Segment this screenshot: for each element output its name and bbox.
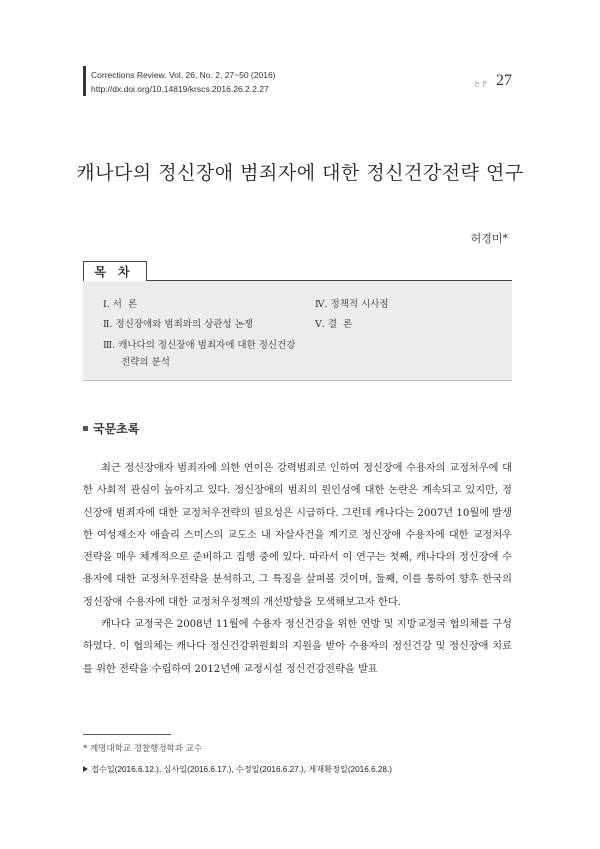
- abstract-heading-label: 국문초록: [93, 422, 140, 436]
- toc-left-column: [103, 295, 303, 371]
- footnote-dates-text: 접수일(2016.6.12.), 심사일(2016.6.17.), 수정일(2016.6.27.), 게재확정일(2016.6.28.): [91, 765, 392, 774]
- footnote-divider: [83, 734, 171, 735]
- toc-right-column: [315, 295, 505, 335]
- toc-item[interactable]: Ⅲ. 캐나다의 정신장애 범죄자에 대한 정신건강전략의 분석: [103, 340, 296, 368]
- journal-citation: Corrections Review. Vol. 26, No. 2, 27~50 (2016): [91, 70, 276, 80]
- header-accent-bar: [83, 66, 86, 96]
- abstract-body: [83, 458, 512, 681]
- abstract-paragraph: 캐나다 교정국은 2008년 11월에 수용자 정신건강을 위한 연방 및 지방교정국 협의체를 구성하였다. 이 협의체는 캐나다 정신건강위원회의 지원을 받아 수용자의 정신건강 및 정신장애 치료를 위한 전략을 수립하여 2012년에 교정시설 정신건강전략을 발표: [83, 619, 512, 675]
- page-number: 27: [496, 72, 512, 89]
- toc-label: 목차: [83, 261, 147, 281]
- toc-item[interactable]: Ⅴ. 결 론: [315, 319, 353, 330]
- abstract-heading: [83, 420, 139, 437]
- triangle-bullet-icon: [83, 766, 88, 772]
- footnote-dates: [83, 764, 392, 775]
- author-name: 허경미*: [470, 232, 508, 245]
- toc-item[interactable]: Ⅳ. 정책적 시사점: [315, 299, 389, 310]
- toc-item[interactable]: Ⅱ. 정신장애와 범죄와의 상관성 논쟁: [103, 319, 254, 330]
- paper-title: 캐나다의 정신장애 범죄자에 대한 정신건강전략 연구: [76, 162, 524, 184]
- journal-info: [91, 68, 276, 96]
- page-mark: 논 문: [474, 81, 488, 88]
- abstract-paragraph: 최근 정신장애자 범죄자에 의한 연이은 강력범죄로 인하여 정신장애 수용자의 교정처우에 대한 사회적 관심이 높아지고 있다. 정신장애의 범죄의 원인성에 대한 논란은 계속되고 있지만, 정신장애 범죄자에 대한 교정처우전략의 필요성은 시급하다. 그런데 캐나다는 2007년 10월에 발생한 여성재소자 애슐리 스미스의 교도소 내 자살사건을 계기로 정신장애 수용자에 대한 교정처우전략을 매우 체계적으로 준비하고 집행 중에 있다. 따라서 이 연구는 첫째, 캐나다의 정신장애 수용자에 대한 교정처우전략을 분석하고, 그 특징을 살펴볼 것이며, 둘째, 이를 통하여 향후 한국의 정신장애 수용자에 대한 교정처우정책의 개선방향을 모색해보고자 한다.: [83, 463, 512, 608]
- table-of-contents: [83, 281, 512, 381]
- square-bullet-icon: [83, 426, 88, 431]
- doi-link[interactable]: http://dx.doi.org/10.14819/krscs.2016.26.2.2.27: [91, 84, 269, 94]
- footnote-affiliation: * 계명대학교 경찰행정학과 교수: [83, 744, 203, 754]
- toc-item[interactable]: Ⅰ. 서 론: [103, 299, 138, 310]
